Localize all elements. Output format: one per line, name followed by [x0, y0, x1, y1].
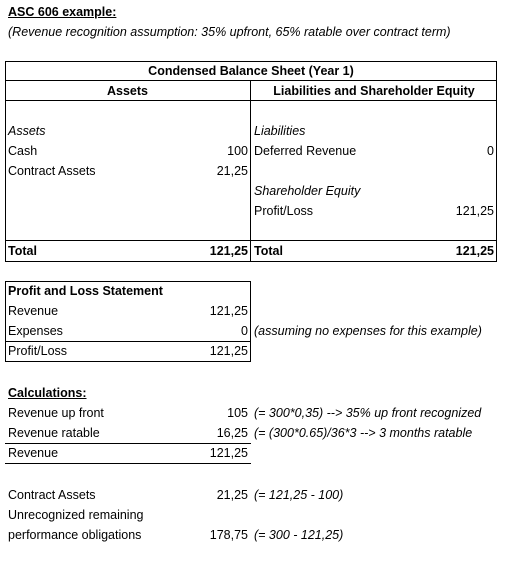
balance-sheet-column-divider: [250, 80, 251, 262]
pl-expenses-label: Expenses: [8, 324, 63, 338]
pl-expenses-note: (assuming no expenses for this example): [254, 324, 482, 338]
contract-assets-value: 21,25: [216, 164, 248, 178]
calc-upfront-label: Revenue up front: [8, 406, 104, 420]
total-liabilities-value: 121,25: [455, 244, 494, 258]
liabilities-equity-header: Liabilities and Shareholder Equity: [273, 84, 475, 98]
calc-contract-assets-note: (= 121,25 - 100): [254, 488, 344, 502]
total-assets-label: Total: [8, 244, 37, 258]
calc-revenue-label: Revenue: [8, 446, 59, 460]
calc-unrecognized-label-line2: performance obligations: [8, 528, 142, 542]
equity-section-label: Shareholder Equity: [254, 184, 361, 198]
calc-revenue-bottom-border: [5, 463, 251, 464]
deferred-revenue-label: Deferred Revenue: [254, 144, 357, 158]
cash-label: Cash: [8, 144, 38, 158]
deferred-revenue-value: 0: [487, 144, 494, 158]
assets-section-label: Assets: [8, 124, 46, 138]
calc-upfront-note: (= 300*0,35) --> 35% up front recognized: [254, 406, 482, 420]
calc-unrecognized-label-line1: Unrecognized remaining: [8, 508, 144, 522]
pl-revenue-label: Revenue: [8, 304, 59, 318]
page-title: ASC 606 example:: [8, 5, 117, 19]
calc-unrecognized-note: (= 300 - 121,25): [254, 528, 344, 542]
calc-contract-assets-label: Contract Assets: [8, 488, 96, 502]
pl-profit-loss-label: Profit/Loss: [8, 344, 68, 358]
liabilities-section-label: Liabilities: [254, 124, 306, 138]
calc-ratable-label: Revenue ratable: [8, 426, 100, 440]
balance-sheet-title: Condensed Balance Sheet (Year 1): [148, 64, 354, 78]
total-liabilities-label: Total: [254, 244, 283, 258]
pl-title: Profit and Loss Statement: [8, 284, 163, 298]
calc-ratable-note: (= (300*0.65)/36*3 --> 3 months ratable: [254, 426, 473, 440]
calculations-title: Calculations:: [8, 386, 87, 400]
contract-assets-label: Contract Assets: [8, 164, 96, 178]
equity-profit-loss-label: Profit/Loss: [254, 204, 314, 218]
pl-profit-loss-value: 121,25: [209, 344, 248, 358]
pl-revenue-value: 121,25: [209, 304, 248, 318]
pl-expenses-value: 0: [241, 324, 248, 338]
calc-upfront-value: 105: [227, 406, 248, 420]
calc-contract-assets-value: 21,25: [216, 488, 248, 502]
calc-unrecognized-value: 178,75: [209, 528, 248, 542]
cash-value: 100: [227, 144, 248, 158]
total-assets-value: 121,25: [209, 244, 248, 258]
page-subtitle: (Revenue recognition assumption: 35% upfront, 65% ratable over contract term): [8, 25, 451, 39]
equity-profit-loss-value: 121,25: [455, 204, 494, 218]
calc-revenue-value: 121,25: [209, 446, 248, 460]
assets-header: Assets: [107, 84, 148, 98]
calc-ratable-value: 16,25: [216, 426, 248, 440]
